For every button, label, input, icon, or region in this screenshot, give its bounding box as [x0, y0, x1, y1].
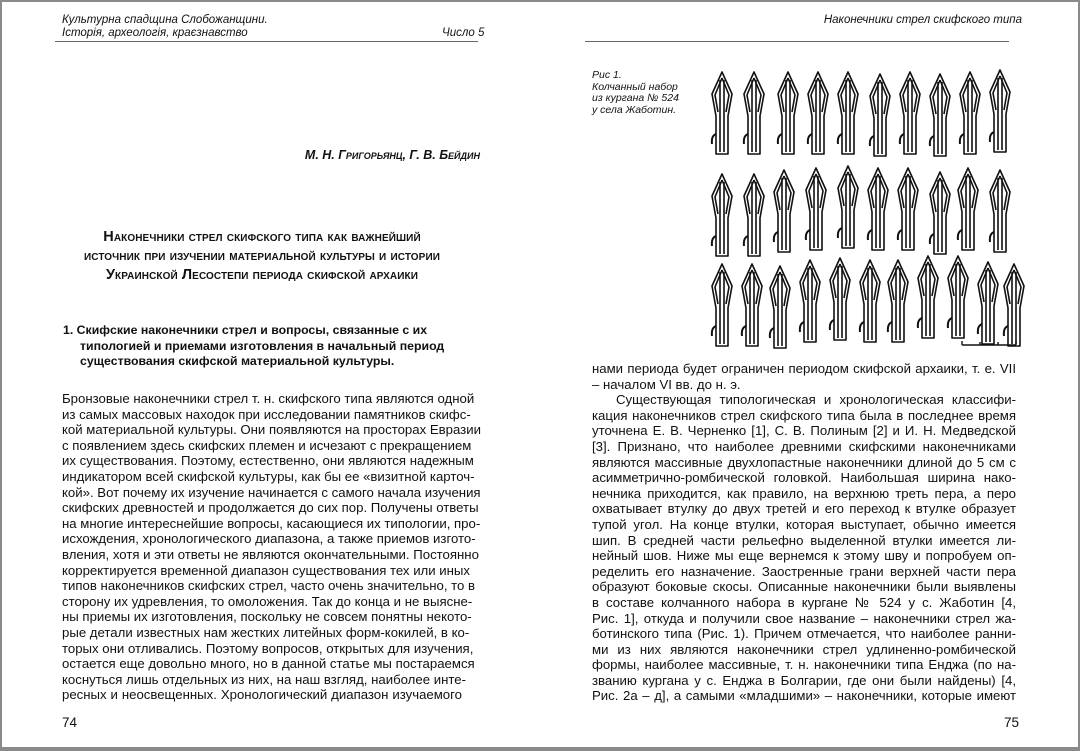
text-line: индикатором всей скифской культуры, как бы ее «визитной карточ- [62, 468, 475, 484]
text-line: шип. В средней части рельефно выделенной втулки имеется ли- [592, 532, 1016, 548]
text-line: корректируется временной диапазон существования тех или иных [62, 562, 471, 578]
arrowhead-row-1 [712, 70, 1010, 156]
text-line: на многие интереснейшие вопросы, касающиеся их типологии, про- [62, 515, 481, 531]
text-line: торых они отливались. Поэтому вопросов, открытых для изучения, [62, 640, 474, 656]
authors: М. Н. Григорьянц, Г. В. Бейдин [304, 148, 480, 162]
caption-line: из кургана № 524 [592, 92, 679, 105]
text-line: нами периода будет ограничен периодом скифской архаики, т. е. VII [592, 361, 1016, 376]
text-line: исхождения, хронологического диапазона, а также приемов изгото- [62, 531, 476, 547]
journal-name: Культурна спадщина Слобожанщини. [62, 14, 268, 26]
title-line: источник при изучении материальной культуры и истории [83, 248, 441, 264]
running-head-journal [62, 14, 268, 40]
text-line: Существующая типологическая и хронологическая классифи- [616, 392, 1016, 408]
text-line: Рис. 1], откуда и получили свое название – наконечники стрел жа- [592, 610, 1016, 626]
text-line: ресных и неосвещенных. Хронологический диапазон изучаемого [62, 687, 462, 703]
page-number: 74 [62, 715, 78, 730]
text-line: – началом VI вв. до н. э. [592, 376, 741, 392]
text-line: [3]. Признано, что наиболее древними скифскими наконечниками [592, 438, 1016, 454]
text-line: в составе колчанного набора в кургане № 524 у с. Жаботин [4, [592, 594, 1016, 610]
text-line: образуют боковые скосы. Описанные наконечники были выявлены [592, 579, 1016, 595]
arrowhead-row-3 [712, 256, 1024, 348]
text-line: вления, хотя и эти ответы не являются окончательными. Постоянно [62, 546, 479, 562]
text-line: из самых массовых находок при исследовании памятников скифс- [62, 406, 471, 422]
text-line: Рис. 2а – д], а самыми «младшими» – наконечники, которые имеют [592, 688, 1016, 704]
caption-line: Колчанный набор [592, 80, 678, 93]
text-line: нечника приходится, как правило, на верхнюю треть пера, а перо [592, 485, 1016, 501]
text-line: ми из них являются наконечники стрел удлиненно-ромбической [592, 641, 1016, 657]
text-line: типов наконечников скифских стрел, часто очень значительно, то в [62, 578, 476, 594]
title-line: Наконечники стрел скифского типа как важнейший [103, 229, 421, 245]
text-line: ботинского типа (Рис. 1). Причем отмечается, что наиболее ранни- [592, 626, 1016, 642]
text-line: скифских древностей и продолжается до сих пор. Получены ответы [62, 500, 479, 516]
header-rule [585, 41, 1009, 42]
text-line: их существования. Поэтому, естественно, они являются надежным [62, 453, 474, 469]
text-line: уточнена Е. В. Черненко [1], С. В. Полиным [2] и И. Н. Медведской [592, 423, 1016, 439]
body-text-left [62, 391, 481, 703]
article-title [62, 228, 462, 285]
issue-number: Число 5 [442, 27, 485, 39]
arrowheads-figure [700, 64, 1030, 354]
text-line: формы, наиболее массивные, т. н. наконечники типа Енджа (по на- [592, 657, 1016, 673]
text-line: тупой угол. На конце втулки, которая выступает, обычно имеется [592, 516, 1016, 532]
text-line: кация наконечников стрел скифского типа была в последнее время [592, 407, 1016, 423]
text-line: рые детали известных нам жестких литейных форм-кокилей, в ко- [62, 624, 470, 640]
body-text-right [592, 361, 1016, 704]
text-line: нейный шов. Ниже мы еще вернемся к этому шву и попробуем оп- [592, 548, 1016, 564]
header-rule [55, 41, 478, 42]
section-heading-line: типологией и приемами изготовления в начальный период [80, 338, 445, 353]
section-heading-line: существования скифской материальной культуры. [80, 354, 395, 368]
running-head-title: Наконечники стрел скифского типа [823, 14, 1022, 26]
title-line: Украинской Лесостепи периода скифской архаики [105, 267, 419, 283]
text-line: Бронзовые наконечники стрел т. н. скифского типа являются одной [62, 391, 475, 406]
page-number: 75 [1004, 715, 1020, 730]
text-line: охватывает втулку до двух третей и его переход к втулке образует [592, 501, 1016, 517]
text-line: остается еще довольно много, но в данной статье мы постараемся [62, 656, 475, 672]
arrowheads-drawing [700, 64, 1030, 354]
text-line: являются массивные двухлопастные наконечники длиной до 5 см с [592, 454, 1016, 470]
text-line: сторону их удревления, то омоложения. Так до конца и не выясне- [62, 593, 473, 609]
text-line: ны приемы их изготовления, поскольку не совсем понятны некото- [62, 609, 472, 625]
text-line: асимметрично-ромбической головкой. Наибольшая ширина нако- [592, 470, 1016, 486]
text-line: кой материальной культуры. Они появляются на просторах Евразии [62, 422, 481, 438]
text-line: званию кургана у с. Енджа в Болгарии, где они были найдены) [4, [592, 672, 1016, 688]
caption-line: Рис 1. [592, 69, 622, 81]
figure-caption [592, 70, 679, 116]
section-heading-line: 1. Скифские наконечники стрел и вопросы, связанные с их [63, 323, 428, 337]
arrowhead-row-2 [712, 166, 1010, 256]
section-heading [63, 323, 503, 370]
text-line: кой». Вот почему их изучение начинается с самого начала изучения [62, 484, 481, 500]
text-line: ределить его назначение. Заостренные грани верхней части пера [592, 563, 1016, 579]
text-line: коснуться лишь отдельных из них, на наш взгляд, наиболее инте- [62, 671, 466, 687]
text-line: с появлением здесь скифских племен и исчезают с прекращением [62, 437, 472, 453]
journal-subtitle: Історія, археологія, краєзнавство [62, 27, 248, 39]
caption-line: у села Жаботин. [592, 103, 677, 116]
